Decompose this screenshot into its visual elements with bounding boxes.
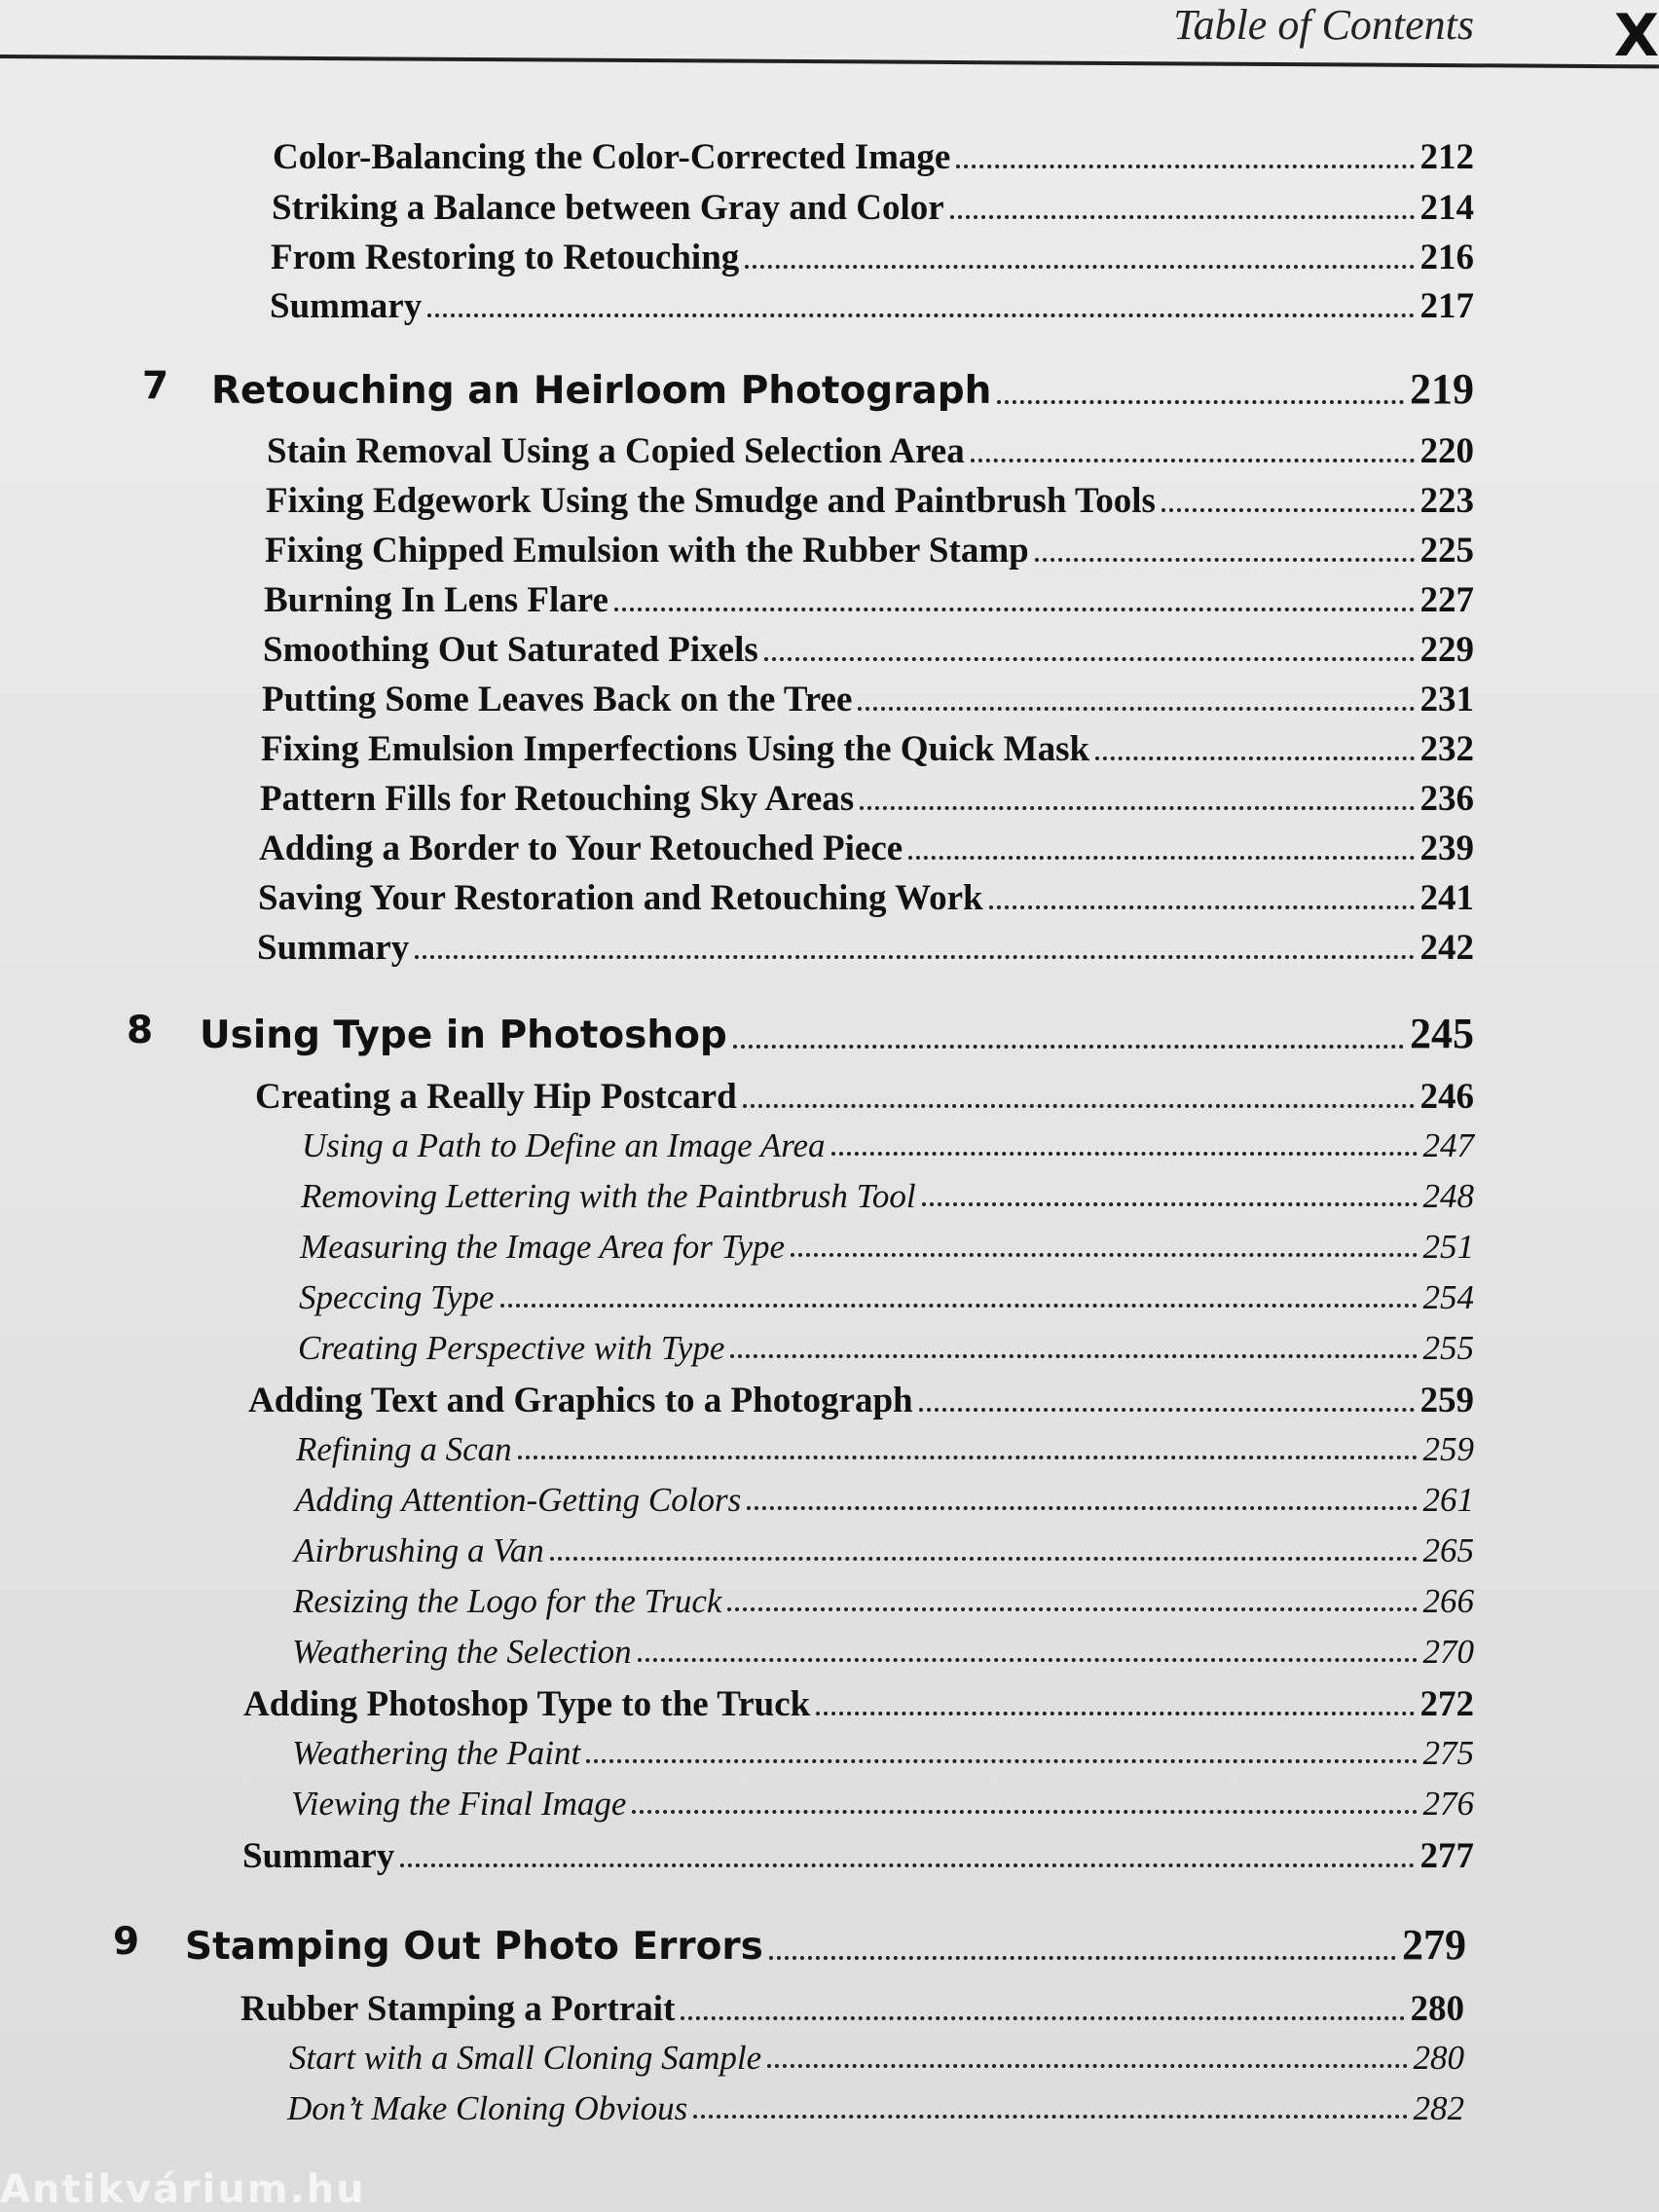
entry-title: Viewing the Final Image bbox=[291, 1785, 627, 1823]
entry-title: Fixing Edgework Using the Smudge and Paintbrush Tools bbox=[266, 481, 1156, 521]
toc-subentry bbox=[292, 1734, 1474, 1773]
dot-leader bbox=[919, 1408, 1415, 1412]
entry-title: Removing Lettering with the Paintbrush Tool bbox=[301, 1177, 916, 1215]
chapter-heading bbox=[185, 1920, 1466, 1970]
toc-subentry bbox=[289, 2039, 1464, 2078]
toc-entry bbox=[271, 237, 1474, 278]
entry-page: 227 bbox=[1419, 580, 1474, 620]
toc-entry bbox=[270, 285, 1474, 327]
entry-page: 261 bbox=[1422, 1481, 1474, 1519]
dot-leader bbox=[693, 2115, 1407, 2119]
toc-subentry bbox=[301, 1177, 1474, 1216]
entry-page: 266 bbox=[1422, 1582, 1474, 1620]
toc-subentry bbox=[298, 1329, 1474, 1368]
toc-entry bbox=[257, 927, 1474, 969]
dot-leader bbox=[831, 1152, 1418, 1156]
toc-entry bbox=[267, 430, 1474, 472]
toc-entry bbox=[264, 579, 1474, 621]
toc-entry bbox=[261, 728, 1474, 770]
entry-page: 229 bbox=[1419, 630, 1474, 670]
entry-title: Adding Text and Graphics to a Photograph bbox=[248, 1381, 913, 1420]
entry-page: 277 bbox=[1419, 1836, 1474, 1876]
entry-title: Summary bbox=[242, 1836, 395, 1876]
entry-page: 270 bbox=[1422, 1633, 1474, 1671]
entry-page: 247 bbox=[1422, 1126, 1474, 1164]
entry-page: 214 bbox=[1419, 188, 1474, 228]
dot-leader bbox=[767, 2064, 1407, 2068]
chapter-heading bbox=[211, 364, 1474, 414]
entry-title: Summary bbox=[257, 928, 410, 968]
entry-page: 242 bbox=[1419, 928, 1474, 968]
entry-page: 236 bbox=[1419, 779, 1474, 819]
entry-title: Stain Removal Using a Copied Selection Area bbox=[267, 431, 965, 471]
toc-entry bbox=[262, 679, 1474, 720]
entry-title: Rubber Stamping a Portrait bbox=[240, 1989, 676, 2029]
chapter-title: Retouching an Heirloom Photograph bbox=[211, 369, 992, 413]
dot-leader bbox=[632, 1810, 1417, 1814]
entry-page: 241 bbox=[1419, 878, 1474, 918]
dot-leader bbox=[727, 1607, 1417, 1611]
toc-entry bbox=[260, 778, 1474, 820]
entry-page: 248 bbox=[1422, 1177, 1474, 1215]
entry-page: 280 bbox=[1410, 1989, 1464, 2029]
toc-subentry bbox=[293, 1582, 1474, 1621]
toc-entry bbox=[263, 629, 1474, 671]
toc-entry bbox=[242, 1835, 1474, 1877]
entry-title: Putting Some Leaves Back on the Tree bbox=[262, 680, 853, 719]
toc-subentry bbox=[287, 2089, 1464, 2128]
entry-title: Weathering the Paint bbox=[292, 1734, 581, 1772]
dot-leader bbox=[730, 1354, 1417, 1358]
chapter-heading bbox=[200, 1009, 1474, 1058]
toc-entry bbox=[243, 1683, 1474, 1725]
entry-page: 255 bbox=[1422, 1329, 1474, 1367]
dot-leader bbox=[769, 1956, 1396, 1960]
entry-page: 251 bbox=[1422, 1228, 1474, 1266]
toc-entry bbox=[248, 1380, 1474, 1421]
entry-page: 225 bbox=[1419, 531, 1474, 571]
entry-title: Striking a Balance between Gray and Color bbox=[272, 188, 944, 228]
entry-title: Using a Path to Define an Image Area bbox=[302, 1126, 826, 1164]
chapter-title: Stamping Out Photo Errors bbox=[185, 1925, 763, 1969]
dot-leader bbox=[950, 215, 1415, 219]
dot-leader bbox=[858, 707, 1414, 711]
chapter-page: 245 bbox=[1410, 1010, 1474, 1057]
dot-leader bbox=[1035, 558, 1415, 562]
chapter-page: 279 bbox=[1402, 1921, 1466, 1969]
entry-page: 254 bbox=[1422, 1278, 1474, 1316]
chapter-number: 9 bbox=[113, 1920, 140, 1964]
dot-leader bbox=[791, 1253, 1417, 1257]
entry-page: 280 bbox=[1413, 2039, 1464, 2077]
chapter-page: 219 bbox=[1410, 365, 1474, 413]
toc-entry bbox=[265, 530, 1474, 571]
dot-leader bbox=[747, 1506, 1417, 1510]
dot-leader bbox=[745, 265, 1414, 269]
entry-title: Fixing Chipped Emulsion with the Rubber Stamp bbox=[265, 531, 1029, 571]
watermark: Antikvárium.hu bbox=[0, 2167, 366, 2212]
entry-title: Resizing the Logo for the Truck bbox=[293, 1582, 722, 1620]
entry-title: Speccing Type bbox=[299, 1278, 495, 1316]
toc-subentry bbox=[295, 1481, 1474, 1520]
dot-leader bbox=[922, 1202, 1418, 1206]
entry-title: Saving Your Restoration and Retouching Work bbox=[258, 878, 983, 918]
header-rule bbox=[0, 55, 1659, 68]
dot-leader bbox=[500, 1304, 1418, 1308]
entry-page: 239 bbox=[1419, 829, 1474, 868]
dot-leader bbox=[743, 1104, 1415, 1108]
chapter-title: Using Type in Photoshop bbox=[200, 1014, 727, 1057]
entry-title: Summary bbox=[270, 286, 423, 326]
entry-page: 220 bbox=[1419, 431, 1474, 471]
dot-leader bbox=[908, 856, 1414, 860]
dot-leader bbox=[586, 1759, 1417, 1763]
dot-leader bbox=[550, 1557, 1418, 1561]
dot-leader bbox=[989, 905, 1415, 909]
dot-leader bbox=[1161, 508, 1415, 512]
entry-title: Creating a Really Hip Postcard bbox=[255, 1077, 737, 1117]
toc-subentry bbox=[291, 1785, 1474, 1824]
dot-leader bbox=[764, 657, 1415, 661]
entry-page: 282 bbox=[1413, 2089, 1464, 2127]
entry-page: 259 bbox=[1422, 1430, 1474, 1468]
toc-subentry bbox=[302, 1126, 1474, 1165]
entry-title: Adding Attention-Getting Colors bbox=[295, 1481, 742, 1519]
entry-page: 232 bbox=[1419, 729, 1474, 769]
entry-title: Smoothing Out Saturated Pixels bbox=[263, 630, 758, 670]
entry-title: Fixing Emulsion Imperfections Using the Quick Mask bbox=[261, 729, 1090, 769]
entry-title: Adding Photoshop Type to the Truck bbox=[243, 1684, 811, 1724]
chapter-number: 8 bbox=[127, 1009, 154, 1052]
entry-page: 272 bbox=[1419, 1684, 1474, 1724]
entry-title: Pattern Fills for Retouching Sky Areas bbox=[260, 779, 855, 819]
dot-leader bbox=[427, 313, 1414, 317]
dot-leader bbox=[956, 165, 1414, 168]
entry-title: Measuring the Image Area for Type bbox=[300, 1228, 786, 1266]
entry-page: 217 bbox=[1419, 286, 1474, 326]
dot-leader bbox=[518, 1456, 1418, 1459]
toc-subentry bbox=[292, 1633, 1474, 1672]
toc-subentry bbox=[294, 1531, 1474, 1570]
dot-leader bbox=[816, 1712, 1414, 1715]
dot-leader bbox=[860, 806, 1414, 810]
entry-title: Burning In Lens Flare bbox=[264, 580, 608, 620]
dot-leader bbox=[681, 2016, 1404, 2020]
dot-leader bbox=[997, 400, 1404, 404]
dot-leader bbox=[971, 459, 1415, 462]
toc-entry bbox=[266, 480, 1474, 522]
entry-page: 216 bbox=[1419, 238, 1474, 277]
entry-title: Start with a Small Cloning Sample bbox=[289, 2039, 762, 2077]
entry-page: 246 bbox=[1419, 1077, 1474, 1117]
dot-leader bbox=[733, 1045, 1404, 1049]
entry-page: 212 bbox=[1419, 137, 1474, 177]
toc-entry bbox=[259, 828, 1474, 869]
entry-page: 231 bbox=[1419, 680, 1474, 719]
toc-entry bbox=[272, 187, 1474, 229]
toc-entry bbox=[255, 1076, 1474, 1118]
dot-leader bbox=[1095, 756, 1414, 760]
toc-entry bbox=[258, 877, 1474, 919]
entry-page: 259 bbox=[1419, 1381, 1474, 1420]
toc-subentry bbox=[300, 1228, 1474, 1267]
entry-title: Adding a Border to Your Retouched Piece bbox=[259, 829, 903, 868]
entry-title: Don’t Make Cloning Obvious bbox=[287, 2089, 688, 2127]
corner-mark: X bbox=[1613, 2, 1659, 70]
entry-title: Creating Perspective with Type bbox=[298, 1329, 725, 1367]
dot-leader bbox=[400, 1863, 1414, 1867]
dot-leader bbox=[638, 1658, 1418, 1662]
entry-title: Color-Balancing the Color-Corrected Image bbox=[273, 137, 951, 177]
entry-title: From Restoring to Retouching bbox=[271, 238, 740, 277]
dot-leader bbox=[415, 955, 1414, 959]
entry-title: Weathering the Selection bbox=[292, 1633, 632, 1671]
entry-page: 275 bbox=[1422, 1734, 1474, 1772]
toc-subentry bbox=[296, 1430, 1474, 1469]
entry-page: 276 bbox=[1422, 1785, 1474, 1823]
chapter-number: 7 bbox=[142, 364, 169, 408]
toc-entry bbox=[273, 136, 1474, 178]
dot-leader bbox=[614, 608, 1415, 611]
entry-title: Airbrushing a Van bbox=[294, 1531, 544, 1569]
entry-page: 265 bbox=[1422, 1531, 1474, 1569]
entry-title: Refining a Scan bbox=[296, 1430, 512, 1468]
running-head: Table of Contents bbox=[1173, 1, 1474, 49]
toc-entry bbox=[240, 1988, 1464, 2030]
toc-subentry bbox=[299, 1278, 1474, 1317]
entry-page: 223 bbox=[1419, 481, 1474, 521]
